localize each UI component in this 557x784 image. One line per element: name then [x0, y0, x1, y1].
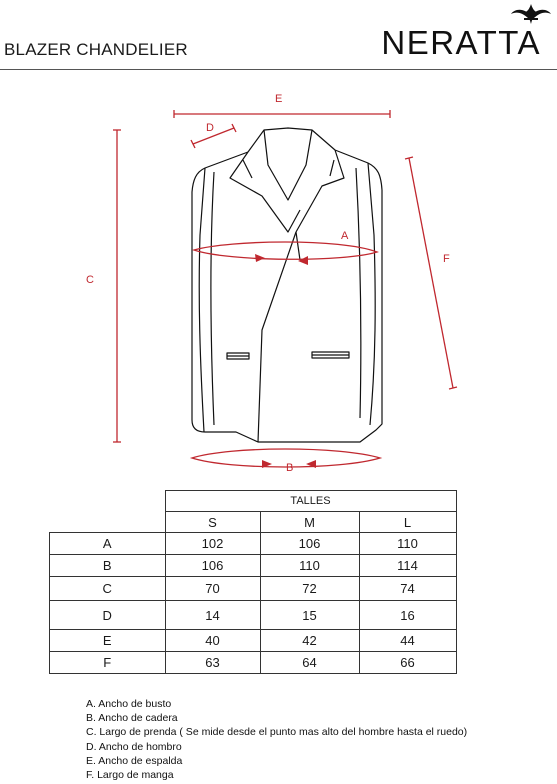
table-cell: 110: [260, 555, 359, 577]
measure-a-arrow-left: [255, 254, 265, 262]
table-cell: 66: [359, 652, 456, 674]
blazer-left-sleeve: [199, 168, 205, 432]
table-cell: 16: [359, 601, 456, 630]
measure-label-c: C: [86, 274, 94, 286]
row-label: A: [50, 533, 166, 555]
size-table: [49, 490, 457, 674]
table-cell: 14: [165, 601, 260, 630]
blazer-body-outline: [192, 150, 382, 442]
row-label: F: [50, 652, 166, 674]
table-cell: 106: [260, 533, 359, 555]
measure-label-d: D: [206, 122, 214, 134]
row-label: E: [50, 630, 166, 652]
size-table-title: TALLES: [165, 491, 456, 512]
header-divider: [0, 69, 557, 70]
measurement-legend: [86, 697, 467, 782]
blazer-left-lapel: [230, 152, 300, 232]
blazer-collar: [248, 128, 335, 152]
size-header: S: [165, 512, 260, 533]
measure-f-line: [409, 158, 453, 388]
table-cell: 110: [359, 533, 456, 555]
table-row: [50, 601, 457, 630]
legend-item: E. Ancho de espalda: [86, 754, 183, 767]
blazer-right-sleeve: [368, 163, 375, 425]
measure-label-e: E: [275, 93, 283, 105]
product-title: BLAZER CHANDELIER: [4, 40, 188, 59]
table-cell: 42: [260, 630, 359, 652]
table-row: [50, 630, 457, 652]
table-row: [50, 533, 457, 555]
measure-label-f: F: [443, 253, 450, 265]
table-cell: 70: [165, 577, 260, 601]
legend-item: D. Ancho de hombro: [86, 740, 182, 753]
measure-a-ellipse: [194, 242, 377, 259]
table-cell: 44: [359, 630, 456, 652]
legend-item: A. Ancho de busto: [86, 698, 172, 710]
legend-item: F. Largo de manga: [86, 769, 174, 782]
table-row: [50, 652, 457, 674]
table-cell: 74: [359, 577, 456, 601]
legend-item: C. Largo de prenda ( Se mide desde el punto mas alto del hombre hasta el ruedo): [86, 726, 468, 739]
table-cell: 40: [165, 630, 260, 652]
measure-label-b: B: [286, 462, 294, 474]
size-header: M: [260, 512, 359, 533]
table-cell: 72: [260, 577, 359, 601]
size-header: L: [359, 512, 456, 533]
table-cell: 64: [260, 652, 359, 674]
row-label: D: [50, 601, 166, 630]
table-row: [50, 555, 457, 577]
table-cell: 114: [359, 555, 456, 577]
blazer-diagram: [0, 80, 557, 480]
brand-logo: NERATTA: [381, 24, 541, 61]
table-row: [50, 577, 457, 601]
row-label: B: [50, 555, 166, 577]
table-cell: 106: [165, 555, 260, 577]
table-cell: 63: [165, 652, 260, 674]
legend-item: B. Ancho de cadera: [86, 712, 178, 725]
table-cell: 102: [165, 533, 260, 555]
measure-label-a: A: [341, 230, 349, 242]
blazer-right-lapel: [296, 150, 344, 232]
row-label: C: [50, 577, 166, 601]
table-cell: 15: [260, 601, 359, 630]
